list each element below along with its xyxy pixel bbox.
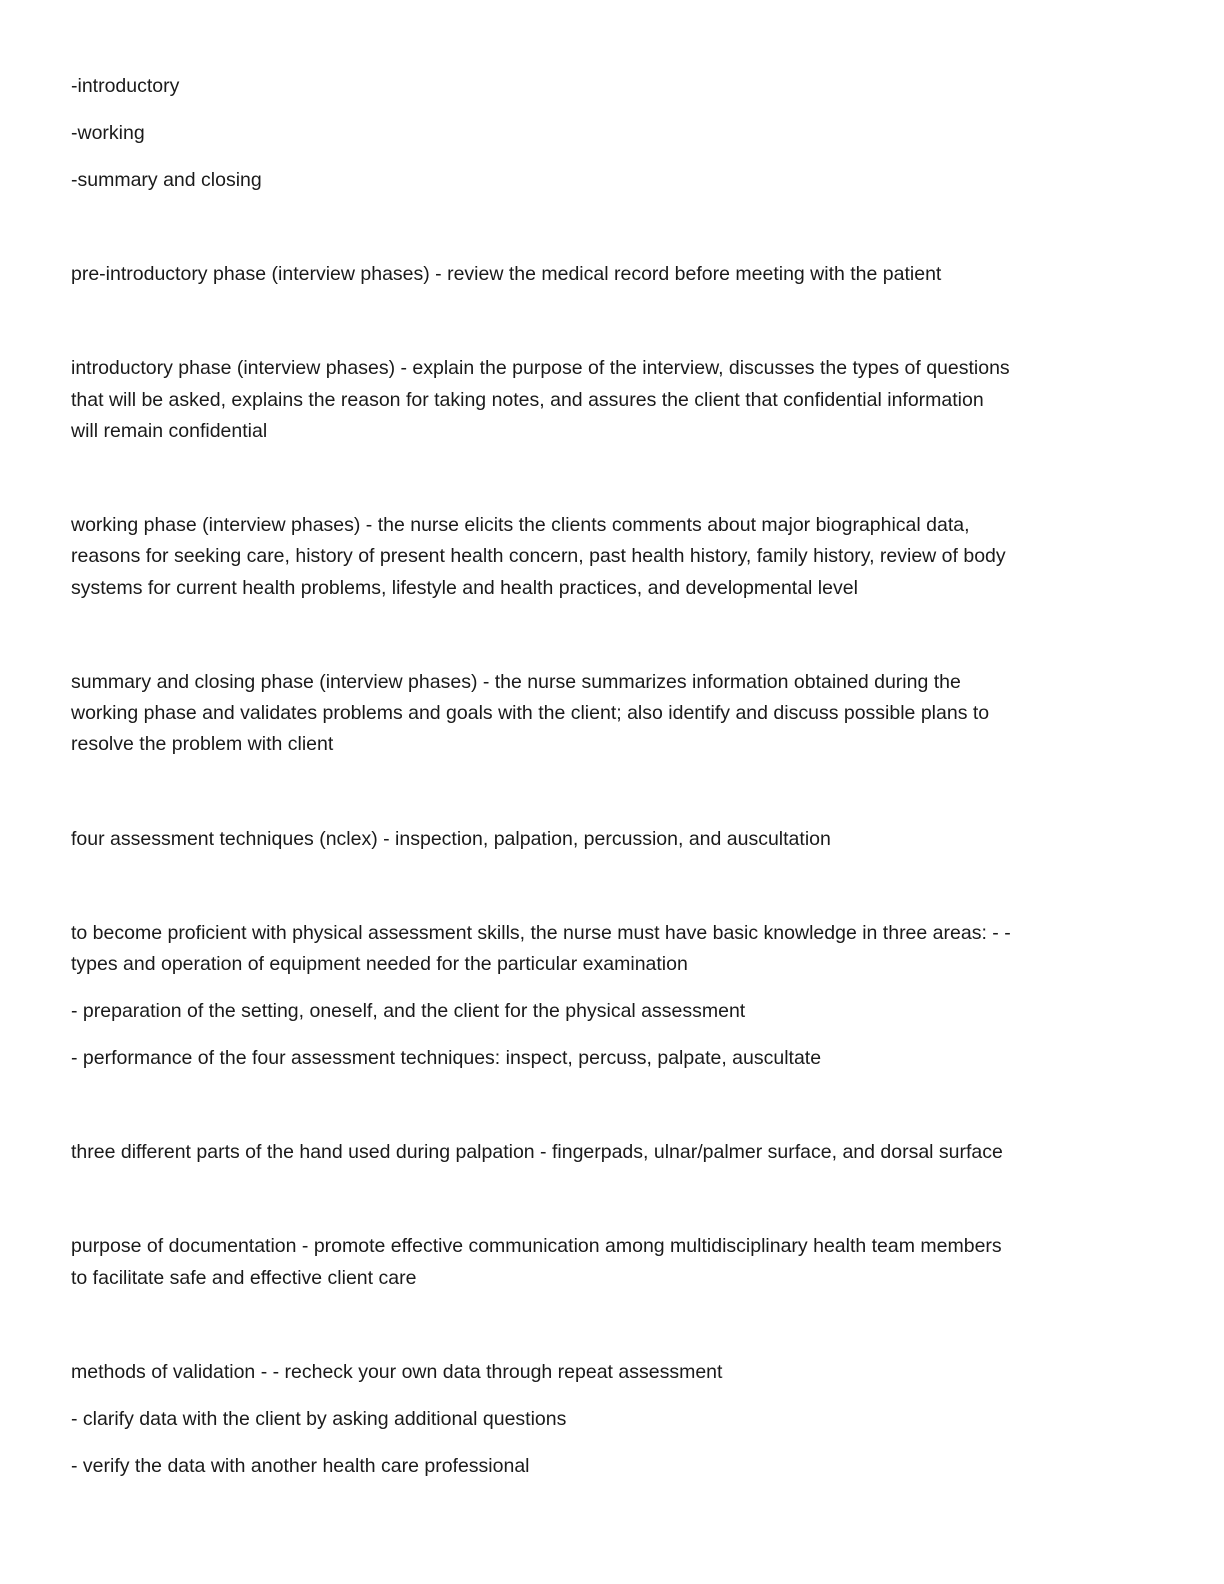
text-line: - preparation of the setting, oneself, and the client for the physical assessment — [71, 1000, 746, 1022]
text-line: types and operation of equipment needed for the particular examination — [71, 953, 688, 975]
text-line: -summary and closing — [71, 169, 262, 191]
text-line: -working — [71, 122, 145, 144]
text-line: will remain confidential — [71, 420, 268, 442]
text-line: that will be asked, explains the reason for taking notes, and assures the client that confidential information — [71, 389, 984, 411]
text-line: reasons for seeking care, history of present health concern, past health history, family history, review of body — [71, 545, 1006, 567]
text-line: - clarify data with the client by asking additional questions — [71, 1408, 567, 1430]
text-line: pre-introductory phase (interview phases) - review the medical record before meeting with the patient — [71, 263, 942, 285]
text-line: four assessment techniques (nclex) - inspection, palpation, percussion, and auscultation — [71, 828, 831, 850]
text-line: purpose of documentation - promote effective communication among multidisciplinary health team members — [71, 1235, 1002, 1257]
text-line: - verify the data with another health care professional — [71, 1455, 530, 1477]
text-line: resolve the problem with client — [71, 733, 334, 755]
text-line: working phase and validates problems and goals with the client; also identify and discuss possible plans to — [71, 702, 990, 724]
text-line: introductory phase (interview phases) - explain the purpose of the interview, discusses the types of questions — [71, 357, 1010, 379]
text-line: working phase (interview phases) - the nurse elicits the clients comments about major biographical data, — [71, 514, 970, 536]
text-line: summary and closing phase (interview phases) - the nurse summarizes information obtained during the — [71, 671, 961, 693]
text-line: three different parts of the hand used during palpation - fingerpads, ulnar/palmer surface, and dorsal surface — [71, 1141, 1003, 1163]
text-line: methods of validation - - recheck your own data through repeat assessment — [71, 1361, 723, 1383]
text-line: systems for current health problems, lifestyle and health practices, and developmental level — [71, 577, 858, 599]
text-line: - performance of the four assessment techniques: inspect, percuss, palpate, auscultate — [71, 1047, 822, 1069]
text-line: to facilitate safe and effective client care — [71, 1267, 417, 1289]
text-line: to become proficient with physical assessment skills, the nurse must have basic knowledge in three areas: - - — [71, 922, 1011, 944]
text-line: -introductory — [71, 75, 180, 97]
